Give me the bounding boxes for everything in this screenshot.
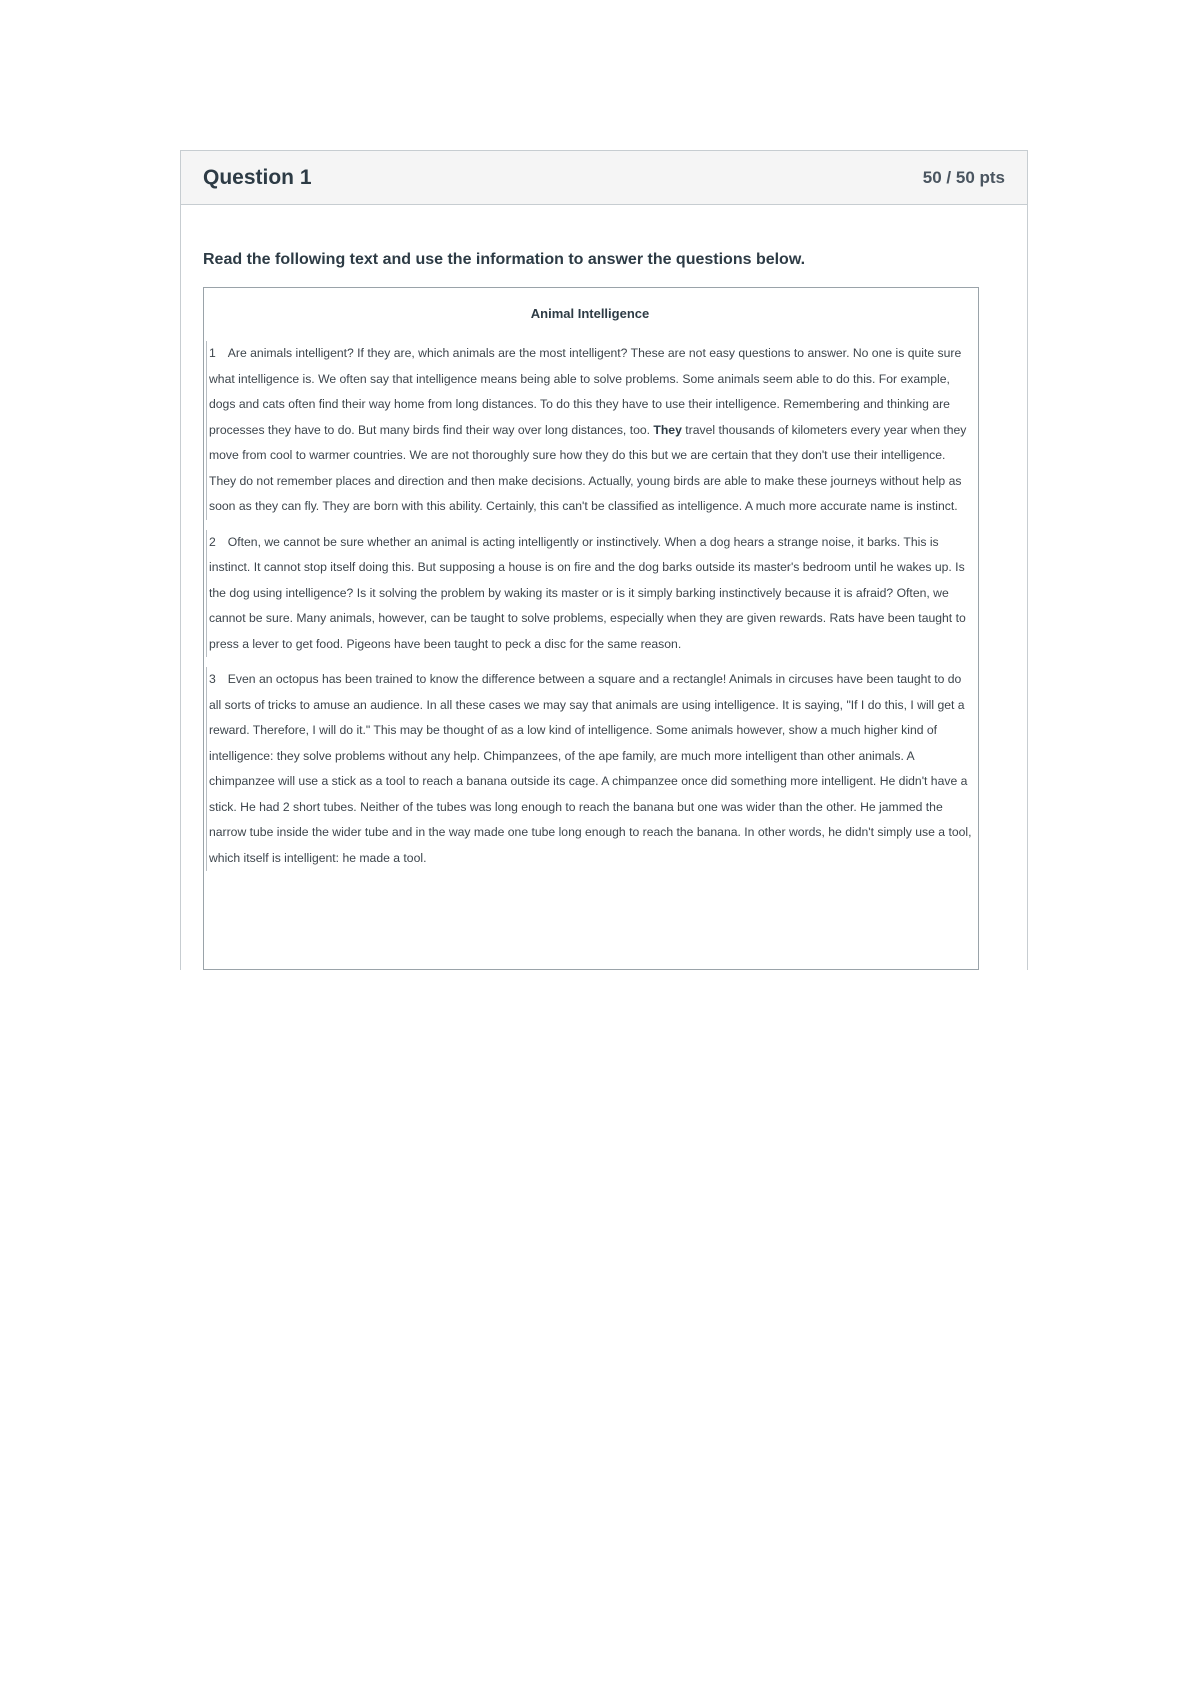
question-header [181, 151, 1027, 205]
passage-paragraph-3 [206, 667, 974, 871]
paragraph-text: Often, we cannot be sure whether an animal is acting intelligently or instinctively. When a dog hears a strange noise, it barks. This is instinct. It cannot stop itself doing this. But supposing a house is on fire and the dog barks outside its master's bedroom until he wakes up. Is the dog using intelligence? Is it solving the problem by waking its master or is it simply barking instinctively because it is afraid? Often, we cannot be sure. Many animals, however, can be taught to solve problems, especially when they are given rewards. Rats have been taught to press a lever to get food. Pigeons have been taught to peck a disc for the same reason. [209, 534, 966, 651]
passage-paragraph-1 [206, 341, 974, 520]
passage-title: Animal Intelligence [530, 306, 650, 321]
paragraph-number: 1 [209, 346, 216, 360]
paragraph-text: Are animals intelligent? If they are, which animals are the most intelligent? These are not easy questions to answer. No one is quite sure what intelligence is. We often say that intelligence means being able to solve problems. Some animals seem able to do this. For example, dogs and cats often find their way home from long distances. To do this they have to use their intelligence. Remembering and thinking are processes they have to do. But many birds find their way over long distances, too. [209, 346, 962, 437]
paragraph-number: 3 [209, 672, 216, 686]
reading-passage [203, 287, 979, 970]
question-body [181, 205, 1027, 970]
question-instruction: Read the following text and use the information to answer the questions below. [203, 251, 806, 268]
paragraph-text: Even an octopus has been trained to know the difference between a square and a rectangle! Animals in circuses have been taught to do all sorts of tricks to amuse an audience. In all these cases we may say that animals are using intelligence. It is saying, "If I do this, I will get a reward. Therefore, I will do it." This may be thought of as a low kind of intelligence. Some animals however, show a much higher kind of intelligence: they solve problems without any help. Chimpanzees, of the ape family, are much more intelligent than other animals. A chimpanzee will use a stick as a tool to reach a banana outside its cage. A chimpanzee once did something more intelligent. He didn't have a stick. He had 2 short tubes. Neither of the tubes was long enough to reach the banana but one was wider than the other. He jammed the narrow tube inside the wider tube and in the way made one tube long enough to reach the banana. In other words, he didn't simply use a tool, which itself is intelligent: he made a tool. [209, 672, 972, 865]
question-points: 50 / 50 pts [922, 167, 1005, 187]
passage-paragraph-2 [206, 530, 974, 658]
paragraph-text: travel thousands of kilometers every year when they move from cool to warmer countries. We are not thoroughly sure how they do this but we are certain that they don't use their intelligence. They do not remember places and direction and then make decisions. Actually, young birds are able to make these journeys without help as soon as they can fly. They are born with this ability. Certainly, this can't be classified as intelligence. A much more accurate name is instinct. [209, 422, 967, 513]
paragraph-bold-text: They [653, 422, 682, 437]
question-title: Question 1 [203, 165, 312, 189]
question-card [180, 150, 1028, 970]
paragraph-number: 2 [209, 534, 216, 549]
